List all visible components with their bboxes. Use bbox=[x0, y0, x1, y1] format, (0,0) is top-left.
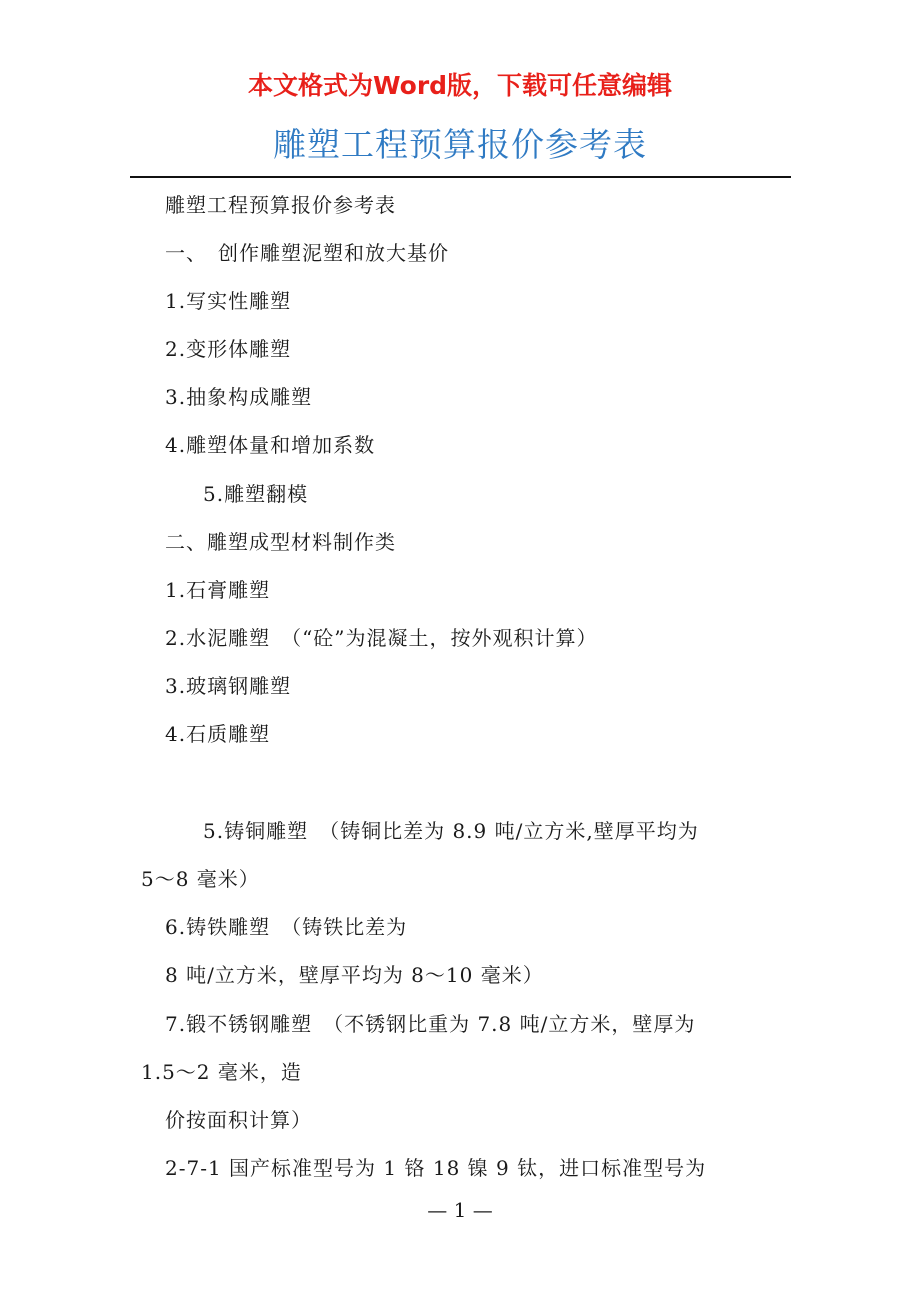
text-line: 1.写实性雕塑 bbox=[165, 289, 292, 313]
text-line: 2-7-1 国产标准型号为 1 铬 18 镍 9 钛，进口标准型号为 bbox=[165, 1156, 707, 1180]
title-divider bbox=[130, 176, 791, 178]
text-line: 1.5～2 毫米，造 bbox=[141, 1060, 302, 1084]
text-line: 价按面积计算） bbox=[165, 1108, 312, 1132]
text-line: 5～8 毫米） bbox=[141, 867, 260, 891]
document-title: 雕塑工程预算报价参考表 bbox=[273, 125, 647, 164]
text-line: 2.变形体雕塑 bbox=[165, 337, 292, 361]
text-line: 7.锻不锈钢雕塑 （不锈钢比重为 7.8 吨/立方米，壁厚为 bbox=[165, 1012, 696, 1036]
text-line: 2.水泥雕塑 （“砼”为混凝土，按外观积计算） bbox=[165, 626, 598, 650]
text-line: 6.铸铁雕塑 （铸铁比差为 bbox=[165, 915, 408, 939]
download-banner: 本文格式为Word版，下载可任意编辑 bbox=[247, 71, 673, 100]
text-line: 5.铸铜雕塑 （铸铜比差为 8.9 吨/立方米,壁厚平均为 bbox=[203, 819, 699, 843]
page-number: — 1 — bbox=[427, 1198, 493, 1222]
text-line: 3.玻璃钢雕塑 bbox=[165, 674, 292, 698]
text-line: 8 吨/立方米，壁厚平均为 8～10 毫米） bbox=[165, 963, 544, 987]
text-line: 雕塑工程预算报价参考表 bbox=[165, 193, 396, 217]
text-line: 3.抽象构成雕塑 bbox=[165, 385, 313, 409]
text-line: 1.石膏雕塑 bbox=[165, 578, 271, 602]
text-line: 一、 创作雕塑泥塑和放大基价 bbox=[165, 241, 449, 265]
text-line: 5.雕塑翻模 bbox=[203, 482, 309, 506]
text-line: 二、雕塑成型材料制作类 bbox=[165, 530, 396, 554]
text-line: 4.雕塑体量和增加系数 bbox=[165, 433, 376, 457]
text-line: 4.石质雕塑 bbox=[165, 722, 271, 746]
